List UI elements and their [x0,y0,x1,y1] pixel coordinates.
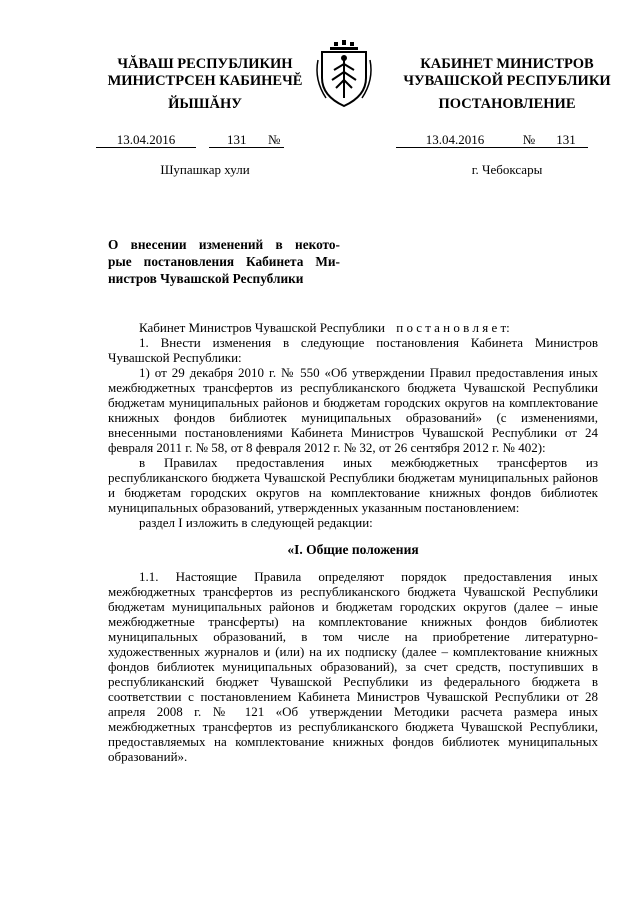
header-right-line1: КАБИНЕТ МИНИСТРОВ [420,56,594,72]
left-date: 13.04.2016 [96,133,196,148]
header-left-line1: ЧĂВАШ РЕСПУБЛИКИН [117,56,293,72]
paragraph-2: 1) от 29 декабря 2010 г. № 550 «Об утверждении Правил предоставления иных межбюджетных трансфертов из республиканского бюджета Чувашской Республики бюджетам муниципальных районов и бюджетам городских округов на комплектование книжных фондов библиотек муниципальных образований» (с изменениями, внесенными постановлениями Кабинета Министров Чувашской Республики от 24 февраля 2011 г. № 58, от 8 февраля 2012 г. № 32, от 26 сентября 2012 г. № 402): [108,365,598,455]
document-subject [108,236,340,287]
right-city: г. Чебоксары [471,162,543,177]
subject-line1: О внесении изменений в некото- [108,237,340,252]
intro-lead: Кабинет Министров Чувашской Республики [139,320,385,335]
header-right-doc-type: ПОСТАНОВЛЕНИЕ [438,96,576,112]
header-left-doc-type: ЙЫШĂНУ [168,96,242,112]
left-city: Шупашкар хули [160,162,250,177]
intro-paragraph [108,320,598,335]
paragraph-5: 1.1. Настоящие Правила определяют порядок предоставления иных межбюджетных трансфертов из республиканского бюджета Чувашской Республики бюджетам муниципальных районов и бюджетам городских округов (далее – иные межбюджетные трансферты) на комплектование книжных фондов библиотек муниципальных образований, в том числе на приобретение литературно-художественных журналов и (или) на их подписку (далее – комплектование книжных фондов библиотек муниципальных образований), за счет средств, поступивших в республиканский бюджет Чувашской Республики из федерального бюджета в соответствии с постановлением Кабинета Министров Чувашской Республики от 28 апреля 2008 г. № 121 «Об утверждении Методики расчета размера иных межбюджетных трансфертов из республиканского бюджета Чувашской Республики, предоставляемых на комплектование книжных фондов библиотек муниципальных образований». [108,569,598,764]
intro-postanovlyaet: п о с т а н о в л я е т: [396,320,510,335]
section-heading: «I. Общие положения [287,542,419,557]
left-number-sign: № [264,133,284,148]
paragraph-3: в Правилах предоставления иных межбюджетных трансфертов из республиканского бюджета Чувашской Республики бюджетам муниципальных районов и бюджетам городских округов на комплектование книжных фондов библиотек муниципальных образований, утвержденных указанным постановлением: [108,455,598,515]
header-right-line2: ЧУВАШСКОЙ РЕСПУБЛИКИ [403,73,611,89]
subject-line2: рые постановления Кабинета Ми- [108,254,340,269]
right-date: 13.04.2016 [396,133,514,148]
right-number: 131 [544,133,588,148]
left-date-number-line [96,133,312,148]
header-right-block [392,56,622,90]
chuvash-emblem-icon [312,40,376,110]
subject-line3: нистров Чувашской Республики [108,271,304,286]
paragraph-1: 1. Внести изменения в следующие постановления Кабинета Министров Чувашской Республики: [108,335,598,365]
header-left-block [100,56,310,90]
left-number: 131 [209,133,264,148]
header-left-line2: МИНИСТРСЕН КАБИНЕЧĔ [107,73,303,89]
right-number-sign: № [514,133,544,148]
document-body [108,320,598,764]
paragraph-4: раздел I изложить в следующей редакции: [139,515,373,530]
right-date-number-line [396,133,596,148]
